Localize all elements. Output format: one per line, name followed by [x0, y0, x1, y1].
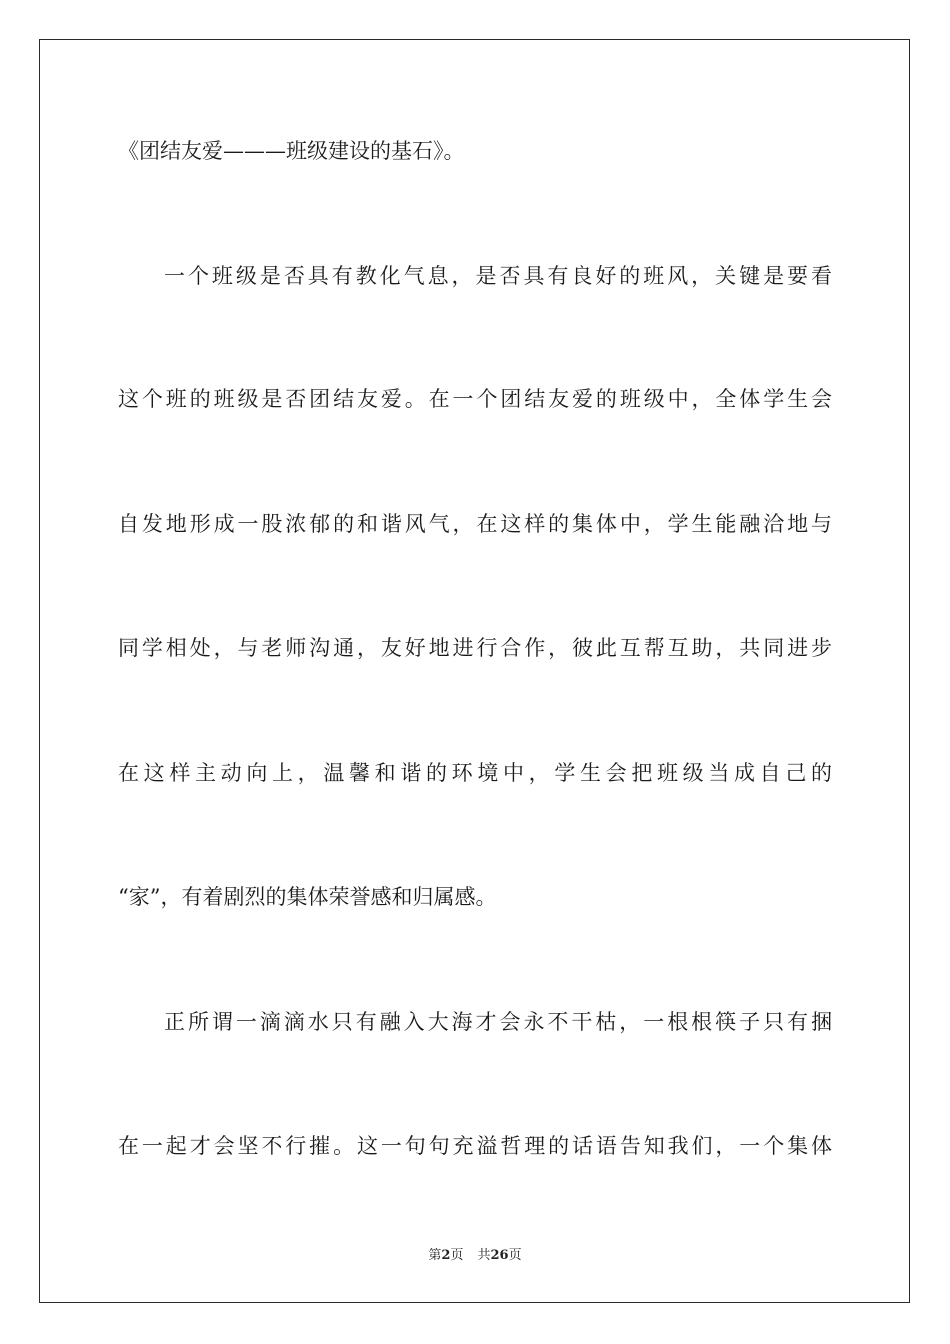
page-border — [39, 39, 910, 1303]
total-prefix: 共 — [477, 1248, 491, 1263]
page-number: 2 — [441, 1248, 451, 1263]
page-suffix: 页 — [450, 1248, 464, 1263]
total-pages: 26 — [490, 1248, 509, 1263]
text-line-7: “家”，有着剧烈的集体荣誉感和归属感。 — [118, 885, 497, 909]
text-line-5: 同学相处，与老师沟通，友好地进行合作，彼此互帮互助，共同进步 — [118, 636, 832, 660]
total-suffix: 页 — [508, 1248, 522, 1263]
text-line-3: 这个班的班级是否团结友爱。在一个团结友爱的班级中，全体学生会 — [118, 387, 832, 411]
text-line-8: 正所谓一滴滴水只有融入大海才会永不干枯，一根根筷子只有捆 — [164, 1010, 832, 1034]
text-line-2: 一个班级是否具有教化气息，是否具有良好的班风，关键是要看 — [164, 264, 832, 288]
page-footer — [0, 1247, 950, 1265]
text-line-9: 在一起才会坚不行摧。这一句句充溢哲理的话语告知我们，一个集体 — [118, 1134, 832, 1158]
text-line-4: 自发地形成一股浓郁的和谐风气，在这样的集体中，学生能融洽地与 — [118, 512, 832, 536]
text-line-1: 《团结友爱———班级建设的基石》。 — [118, 139, 465, 163]
page-prefix: 第 — [428, 1248, 442, 1263]
text-line-6: 在这样主动向上，温馨和谐的环境中，学生会把班级当成自己的 — [118, 761, 832, 785]
